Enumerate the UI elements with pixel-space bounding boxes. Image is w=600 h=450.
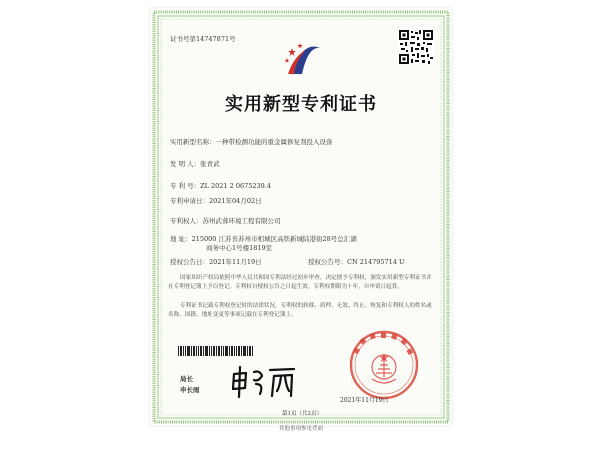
field-address-value: 215000 江苏省苏州市相城区高铁新城陆港街28号总汇湖 [191, 235, 357, 243]
grant-number-value: CN 214795714 U [347, 258, 405, 266]
field-inventor-value: 张青武 [200, 160, 220, 168]
field-patent-number-label: 专 利 号： [170, 182, 201, 190]
certificate-title: 实用新型专利证书 [225, 94, 377, 115]
field-inventor [170, 160, 220, 168]
grant-date [170, 258, 262, 266]
field-patent-number-value: ZL 2021 2 0675239.4 [200, 182, 271, 190]
legal-paragraph-1: 国家知识产权局依照中华人民共和国专利法经过初步审查，决定授予专利权，颁发实用新型专利证书并在专利登记簿上予以登记。专利权自授权公告之日起生效。专利权期限为十年，自申请日起算。 [168, 275, 432, 290]
field-name [170, 138, 333, 146]
grant-number-label: 授权公告号： [308, 258, 347, 266]
qr-code-icon [398, 29, 434, 65]
field-address [170, 235, 357, 243]
field-inventor-label: 发 明 人： [170, 160, 201, 168]
field-patent-number [170, 182, 271, 190]
field-filing-date-value: 2021年04月02日 [209, 197, 262, 205]
cnipa-logo-icon [280, 34, 326, 80]
footer-note: 其他事项参见背面 [278, 426, 323, 432]
field-address-label: 地 址： [170, 235, 192, 243]
field-filing-date [170, 197, 262, 205]
field-patentee-label: 专利权人： [170, 217, 203, 225]
field-address-line2: 商务中心1号楼1819室 [206, 244, 273, 252]
grant-date-value: 2021年11月19日 [209, 258, 262, 266]
barcode-icon [178, 346, 254, 356]
field-patentee-value: 苏州武蓉环境工程有限公司 [202, 217, 281, 225]
legal-paragraph-2: 专利证书记载专利权登记时的法律状况。专利权的转移、质押、无效、终止、恢复和专利权人的姓名或名称、国籍、地址变更等事项记载在专利登记簿上。 [168, 303, 432, 318]
seal-date: 2021年11月19日 [340, 397, 389, 404]
field-name-value: 一种带检测功能的重金属修复剂投入设备 [215, 138, 333, 146]
page-indicator: 第1页（共2页） [282, 411, 322, 417]
field-patentee [170, 217, 281, 225]
official-seal-icon [348, 329, 420, 401]
director-signature-icon [230, 364, 300, 400]
patent-certificate [150, 8, 452, 426]
field-name-label: 实用新型名称： [170, 138, 216, 146]
grant-date-label: 授权公告日： [170, 258, 209, 266]
certificate-number: 证书号第14747871号 [170, 35, 236, 43]
director-label-1: 局长 [180, 375, 193, 383]
field-filing-date-label: 专利申请日： [170, 197, 209, 205]
director-label-2: 申长雨 [180, 386, 200, 394]
grant-number [308, 258, 405, 266]
